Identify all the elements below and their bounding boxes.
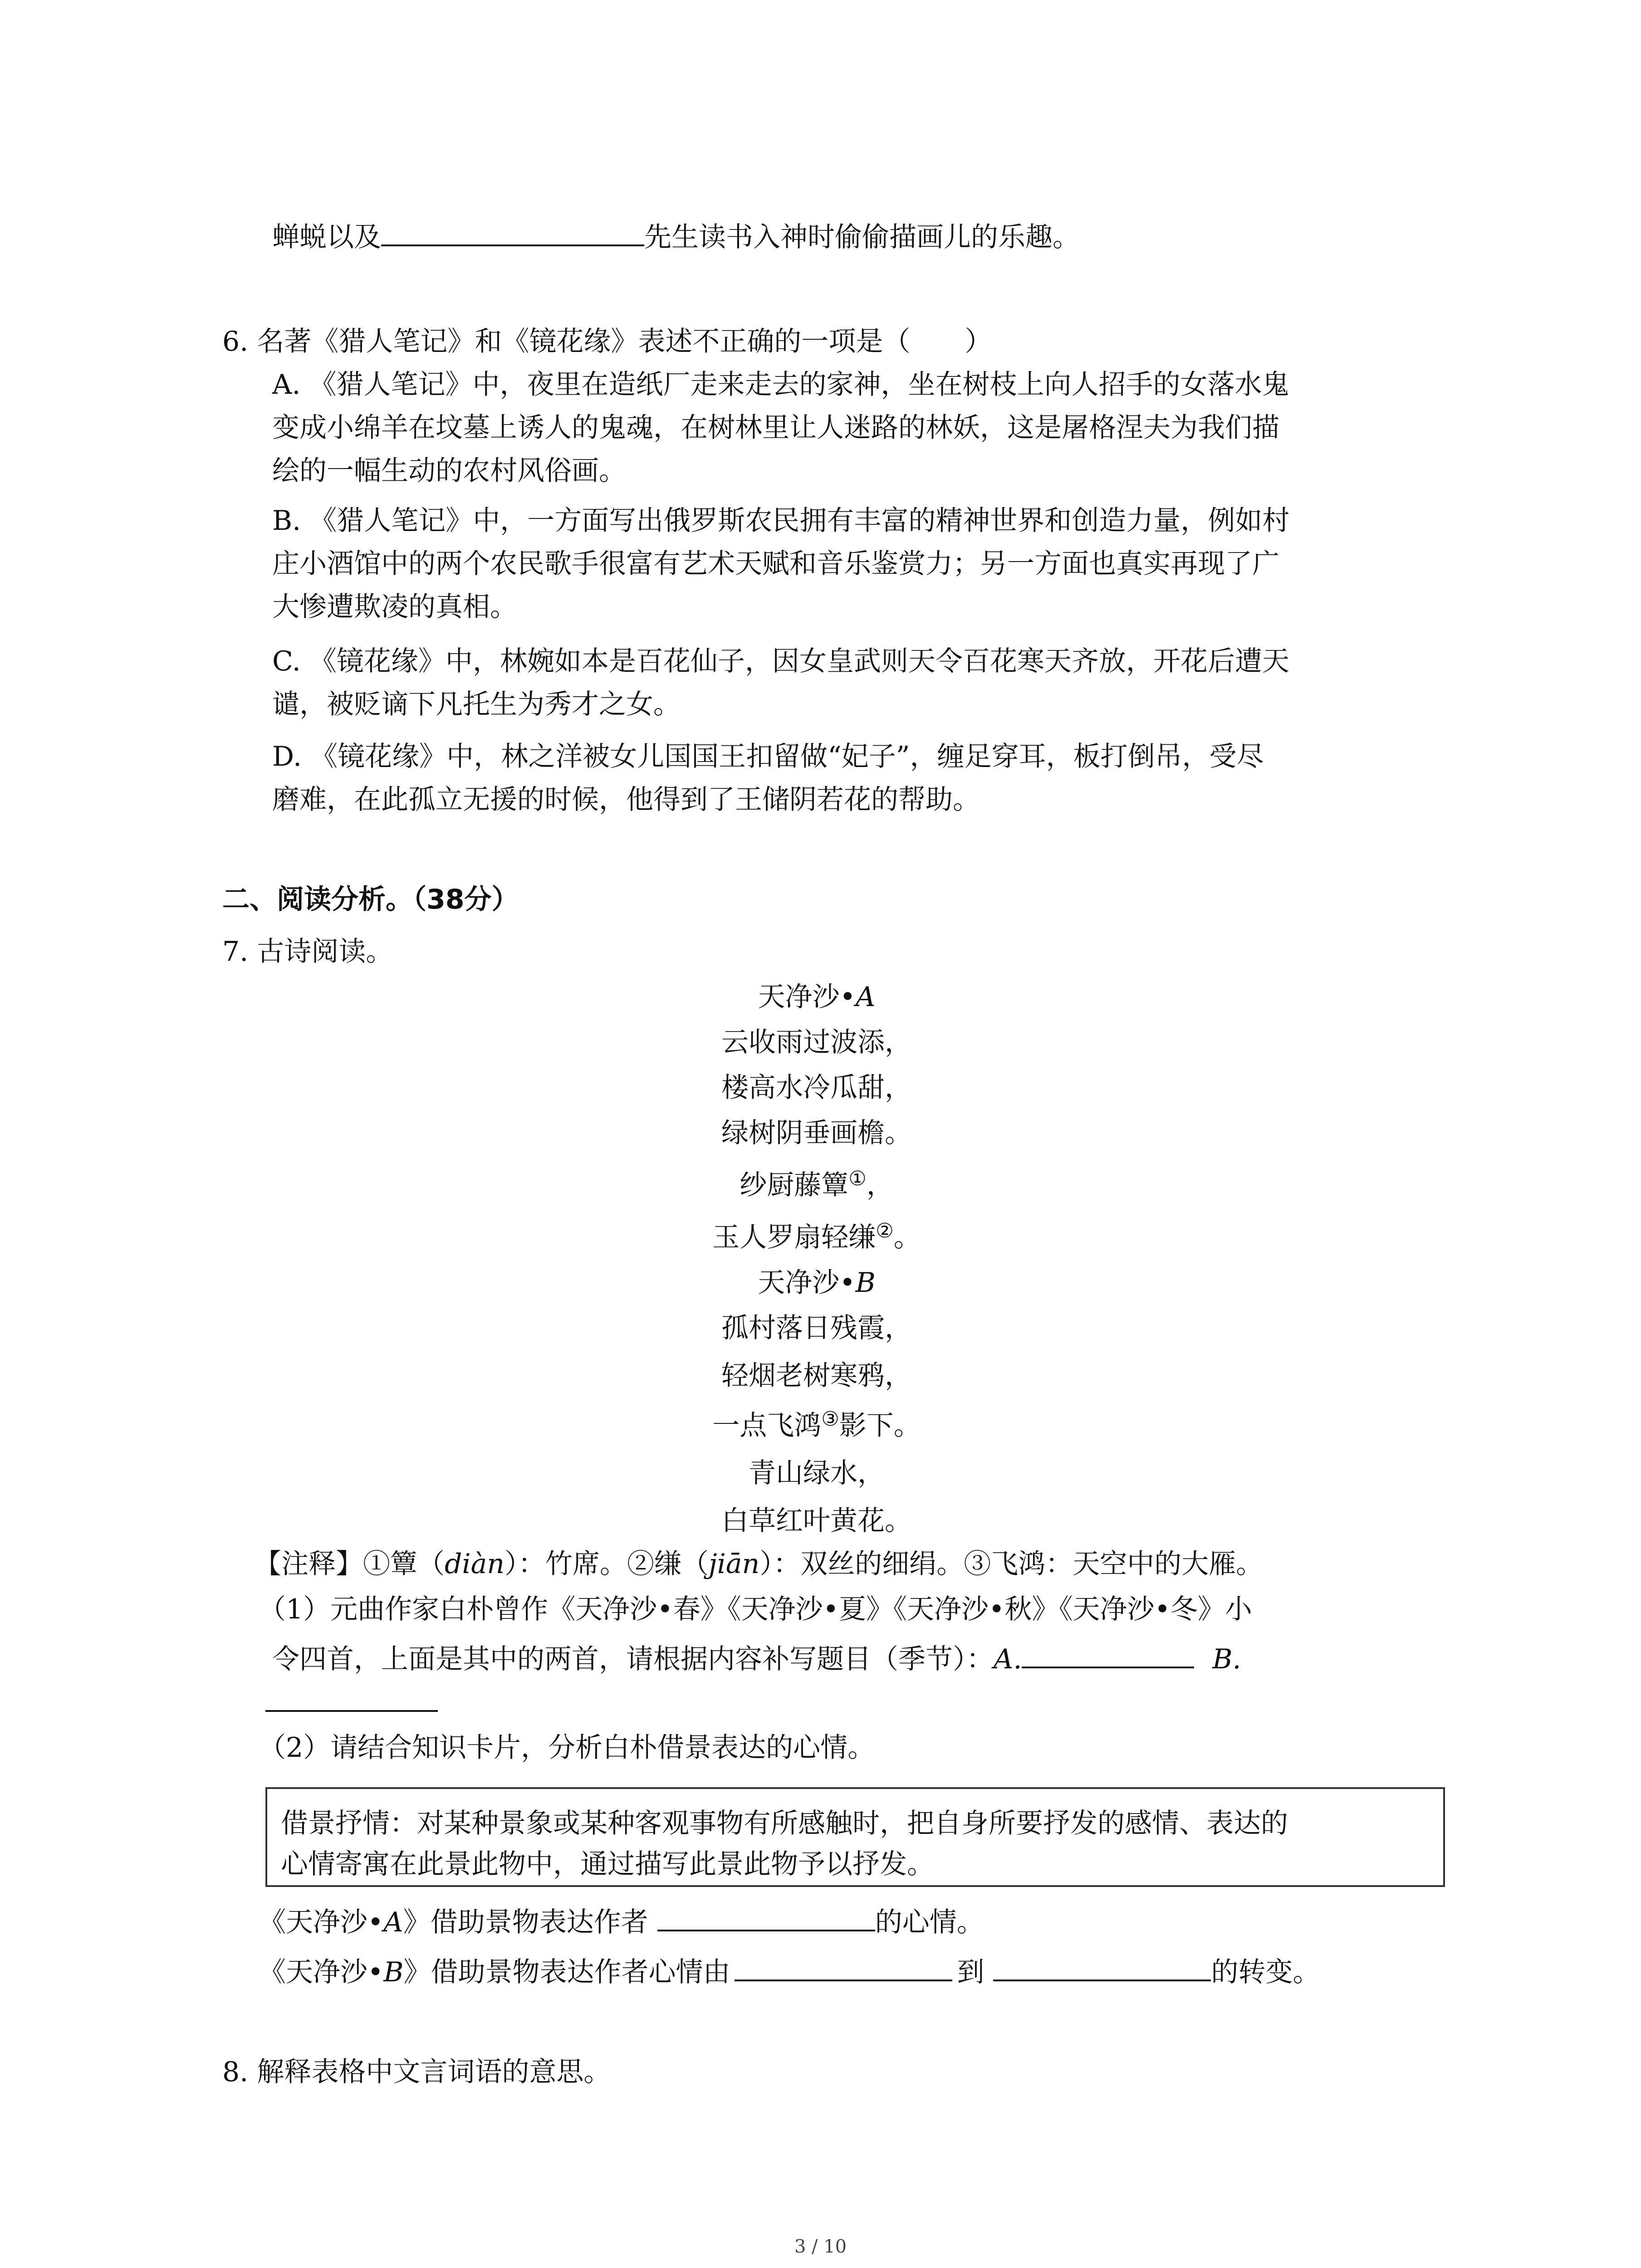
q6-option-a-line2: 变成小绵羊在坟墓上诱人的鬼魂，在树林里让人迷路的林妖，这是屠格涅夫为我们描 — [272, 412, 1279, 444]
q7-sub2-line: （2）请结合知识卡片，分析白朴借景表达的心情。 — [259, 1732, 875, 1764]
mood-blank[interactable] — [657, 1904, 875, 1931]
q7-sub1-line1: （1）元曲作家白朴曾作《天净沙•春》《天净沙•夏》《天净沙•秋》《天净沙•冬》小 — [259, 1593, 1252, 1625]
q6-option-c-line1: C. 《镜花缘》中，林婉如本是百花仙子，因女皇武则天令百花寒天齐放，开花后遭天 — [272, 645, 1289, 677]
poem-b-line1: 孤村落日残霞， — [721, 1312, 912, 1344]
q6-option-c-line2: 谴，被贬谪下凡托生为秀才之女。 — [272, 689, 681, 720]
q6-option-d-line1: D. 《镜花缘》中，林之洋被女儿国国王扣留做“妃子”，缠足穿耳，板打倒吊，受尽 — [272, 741, 1264, 772]
poem-b-line2: 轻烟老树寒鸦， — [721, 1360, 912, 1392]
poem-a-line4: 纱厨藤簟①， — [740, 1167, 894, 1201]
q6-option-a-line3: 绘的一幅生动的农村风俗画。 — [272, 455, 626, 487]
poem-b-title: 天净沙•B — [758, 1267, 876, 1299]
poem-a-line3: 绿树阴垂画檐。 — [721, 1117, 912, 1149]
footnote-marker: ③ — [821, 1408, 839, 1431]
answer-blank-b[interactable] — [265, 1710, 438, 1712]
footnote-marker: ① — [848, 1167, 867, 1190]
mood-from-blank[interactable] — [735, 1954, 952, 1981]
q7-sub1-line2: 令四首，上面是其中的两首，请根据内容补写题目（季节）：A. B. — [272, 1637, 1241, 1677]
q7-stem: 7. 古诗阅读。 — [222, 936, 393, 968]
q5-tail-prefix: 蝉蜕以及 — [272, 221, 381, 253]
answer-line-a: 《天净沙•A》借助景物表达作者 的心情。 — [259, 1901, 984, 1940]
section-heading: 二、阅读分析。（38分） — [222, 884, 519, 915]
knowledge-card-line1: 借景抒情：对某种景象或某种客观事物有所感触时，把自身所要抒发的感情、表达的 — [281, 1808, 1288, 1839]
page-number: 3 / 10 — [794, 2236, 847, 2257]
mood-to-blank[interactable] — [993, 1954, 1211, 1981]
poem-a-line5: 玉人罗扇轻缣②。 — [712, 1219, 921, 1253]
q6-option-b-line3: 大惨遭欺凌的真相。 — [272, 591, 517, 623]
poem-b-line4: 青山绿水， — [749, 1457, 885, 1489]
poem-b-line5: 白草红叶黄花。 — [721, 1505, 912, 1537]
poem-a-line2: 楼高水冷瓜甜， — [721, 1072, 912, 1104]
q5-tail-suffix: 先生读书入神时偷偷描画儿的乐趣。 — [644, 221, 1080, 253]
q8-stem: 8. 解释表格中文言词语的意思。 — [222, 2056, 611, 2088]
knowledge-card — [265, 1787, 1445, 1887]
q5-tail-line — [272, 215, 1080, 254]
footnote-marker: ② — [876, 1219, 894, 1242]
q6-option-d-line2: 磨难，在此孤立无援的时候，他得到了王储阴若花的帮助。 — [272, 784, 980, 816]
q6-stem: 6. 名著《猎人笔记》和《镜花缘》表述不正确的一项是（ ） — [222, 326, 992, 357]
knowledge-card-line2: 心情寄寓在此景此物中，通过描写此景此物予以抒发。 — [281, 1848, 934, 1880]
poem-a-line1: 云收雨过波添， — [721, 1026, 912, 1058]
poem-a-title: 天净沙•A — [758, 981, 876, 1013]
poem-b-line3: 一点飞鸿③影下。 — [712, 1408, 921, 1442]
q6-option-b-line1: B. 《猎人笔记》中，一方面写出俄罗斯农民拥有丰富的精神世界和创造力量，例如村 — [272, 505, 1290, 537]
poem-notes: 【注释】①簟（diàn）：竹席。②缣（jiān）：双丝的细绢。③飞鸿：天空中的大雁。 — [254, 1548, 1264, 1580]
q6-option-a-line1: A. 《猎人笔记》中，夜里在造纸厂走来走去的家神，坐在树枝上向人招手的女落水鬼 — [272, 369, 1289, 401]
q6-option-b-line2: 庄小酒馆中的两个农民歌手很富有艺术天赋和音乐鉴赏力；另一方面也真实再现了广 — [272, 548, 1279, 580]
answer-blank-a[interactable] — [1022, 1641, 1194, 1668]
answer-line-b: 《天净沙•B》借助景物表达作者心情由 到 的转变。 — [259, 1950, 1320, 1989]
q5-blank[interactable] — [381, 219, 644, 246]
